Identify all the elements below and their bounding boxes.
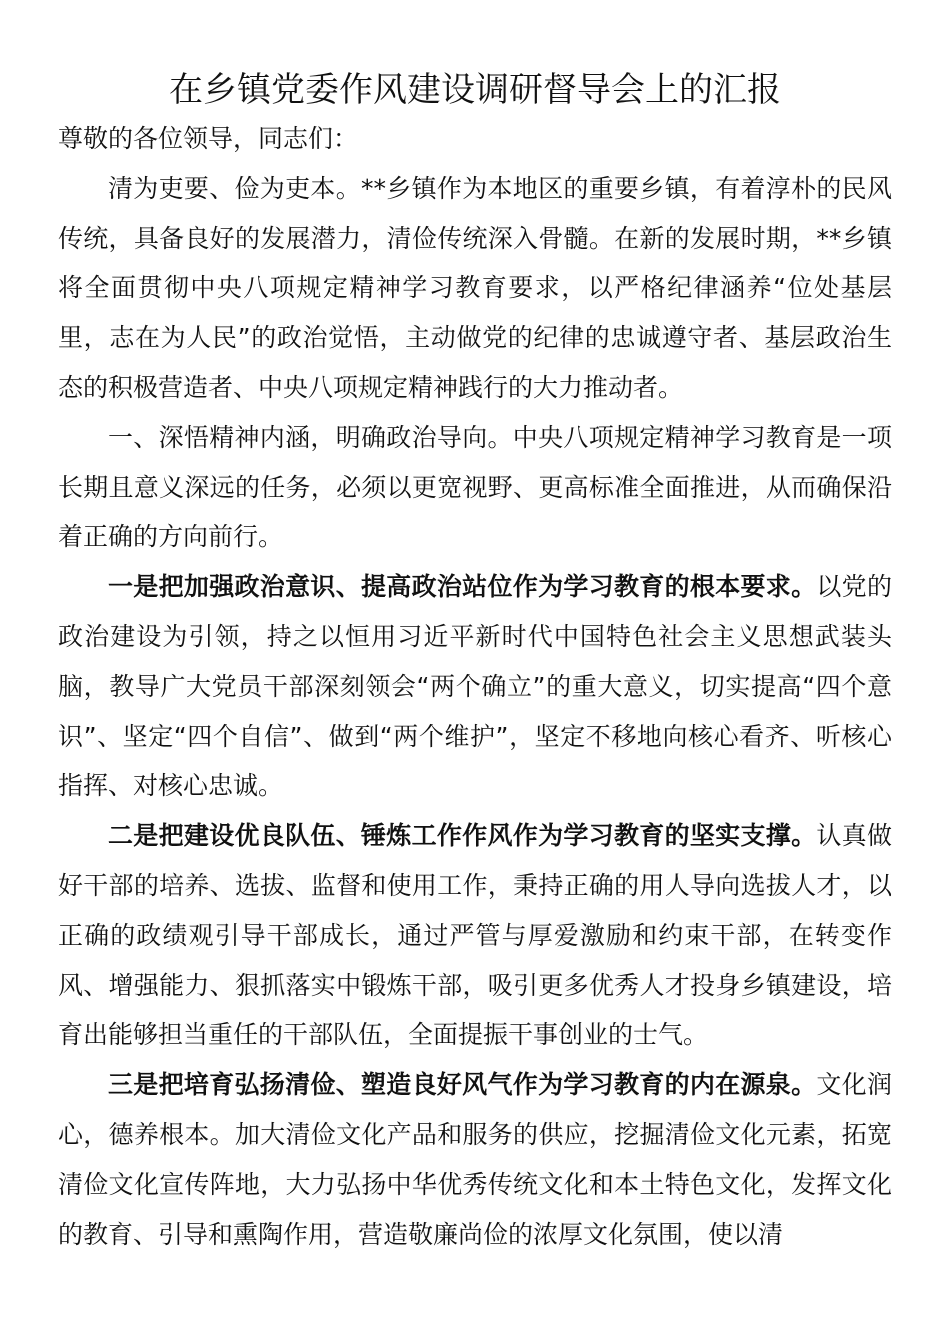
paragraph-text: 清为吏要、俭为吏本。**乡镇作为本地区的重要乡镇，有着淳朴的民风传统，具备良好的发展潜力，清俭传统深入骨髓。在新的发展时期，**乡镇将全面贯彻中央八项规定精神学习教育要求，以严格纪律涵养“位处基层里，志在为人民”的政治觉悟，主动做党的纪律的忠诚遵守者、基层政治生态的积极营造者、中央八项规定精神践行的大力推动者。 [58,173,892,402]
salutation: 尊敬的各位领导，同志们： [58,124,359,153]
paragraph-point-three [58,1060,892,1259]
paragraph-text: 认真做好干部的培养、选拔、监督和使用工作，秉持正确的用人导向选拔人才，以正确的政绩观引导干部成长，通过严管与厚爱激励和约束干部，在转变作风、增强能力、狠抓落实中锻炼干部，吸引更多优秀人才投身乡镇建设，培育出能够担当重任的干部队伍，全面提振干事创业的士气。 [58,821,892,1050]
paragraph-section-one [58,413,892,562]
paragraph-point-one [58,562,892,811]
document-body [58,114,892,1259]
paragraph-lead: 一是把加强政治意识、提高政治站位作为学习教育的根本要求。 [108,572,817,602]
paragraph-text: 以党的政治建设为引领，持之以恒用习近平新时代中国特色社会主义思想武装头脑，教导广大党员干部深刻领会“两个确立”的重大意义，切实提高“四个意识”、坚定“四个自信”、做到“两个维护”，坚定不移地向核心看齐、听核心指挥、对核心忠诚。 [58,572,892,801]
document-title: 在乡镇党委作风建设调研督导会上的汇报 [169,70,781,110]
paragraph-text: 文化润心，德养根本。加大清俭文化产品和服务的供应，挖掘清俭文化元素，拓宽清俭文化宣传阵地，大力弘扬中华优秀传统文化和本土特色文化，发挥文化的教育、引导和熏陶作用，营造敬廉尚俭的浓厚文化氛围，使以清 [58,1070,892,1249]
paragraph-lead: 二是把建设优良队伍、锤炼工作作风作为学习教育的坚实支撑。 [108,821,817,851]
paragraph-point-two [58,811,892,1060]
paragraph-text: 一、深悟精神内涵，明确政治导向。中央八项规定精神学习教育是一项长期且意义深远的任务，必须以更宽视野、更高标准全面推进，从而确保沿着正确的方向前行。 [58,422,892,552]
paragraph-intro [58,164,892,413]
paragraph-lead: 三是把培育弘扬清俭、塑造良好风气作为学习教育的内在源泉。 [108,1070,817,1100]
